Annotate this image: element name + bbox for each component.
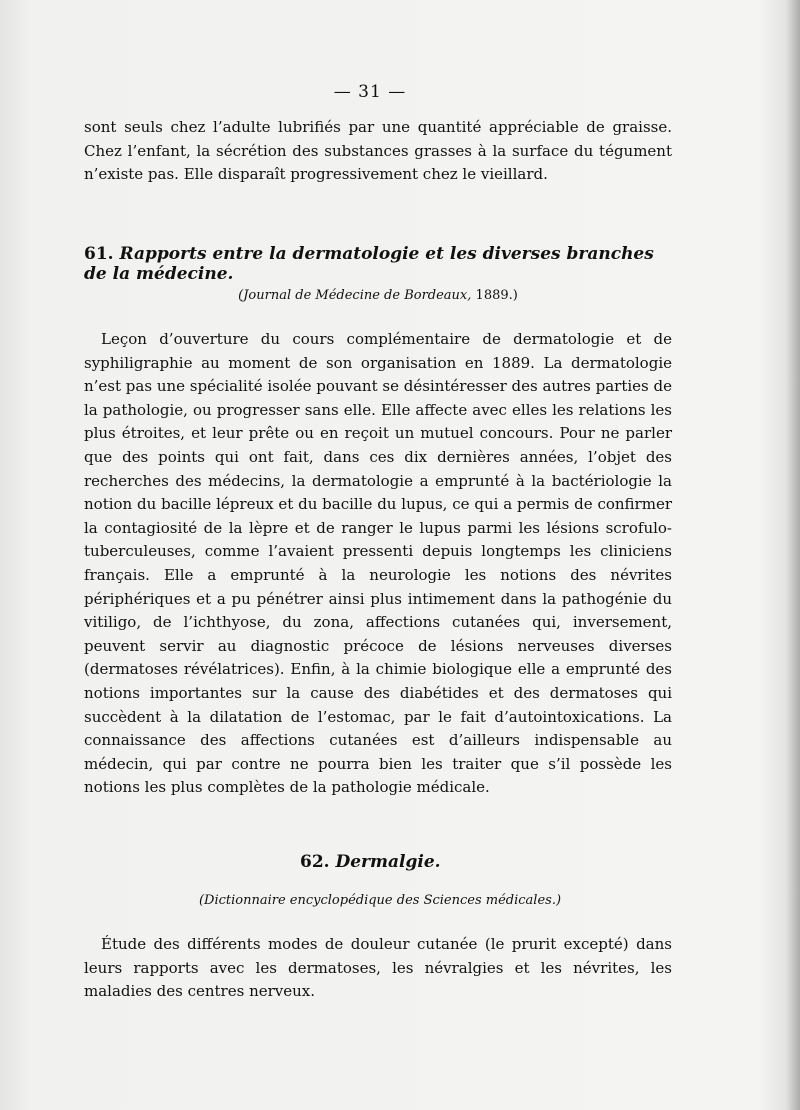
section-61-body: Leçon d’ouverture du cours complémentaire de dermatologie et de syphiligraphie au moment de son organisation en 1889. La dermatologie n’est pas une spécialité isolée pouvant se désintéresser des autres parties de la pathologie, ou progresser sans elle. Elle affecte avec elles les relations les plus étroites, et leur prête ou en reçoit un mutuel concours. Pour ne parler que des points qui ont fait, dans ces dix dernières années, l’objet des recherches des médecins, la dermatologie a emprunté à la bactériologie la notion du bacille lépreux et du bacille du lupus, ce qui a permis de confirmer la contagiosité de la lèpre et de ranger le lupus parmi les lésions scrofulo-tuberculeuses, comme l’avaient pressenti depuis longtemps les cliniciens français. Elle a emprunté à la neurologie les notions des névrites périphériques et a pu pénétrer ainsi plus intimement dans la pathogénie du vitiligo, de l’ichthyose, du zona, affections cutanées qui, inversement, peuvent servir au diagnostic précoce de lésions nerveuses diverses (dermatoses révélatrices). Enfin, à la chimie biologique elle a emprunté des notions importantes sur la cause des diabétides et des dermatoses qui succèdent à la dilatation de l’estomac, par le fait d’autointoxications. La connaissance des affections cutanées est d’ailleurs indispensable au médecin, qui par contre ne pourra bien les traiter que s’il possède les notions les plus complètes de la pathologie médicale.	[84, 330, 672, 797]
section-62-body: Étude des différents modes de douleur cutanée (le prurit excepté) dans leurs rapports avec les dermatoses, les névralgies et les névrites, les maladies des centres nerveux.	[84, 935, 672, 1001]
section-61-heading	[84, 244, 672, 284]
section-62-title: Dermalgie.	[335, 852, 441, 872]
section-61-number: 61.	[84, 244, 114, 264]
section-61-source-year: 1889.)	[475, 288, 518, 303]
section-62-body-block	[84, 933, 672, 1004]
section-62-source: (Dictionnaire encyclopédique des Sciences médicales.)	[198, 893, 562, 908]
page-number: — 31 —	[333, 82, 407, 102]
section-62-number: 62.	[300, 852, 330, 872]
intro-paragraph: sont seuls chez l’adulte lubrifiés par une quantité appréciable de graisse. Chez l’enfant, la sécrétion des substances grasses à la surface du tégument n’existe pas. Elle disparaît progressivement chez le vieillard.	[84, 118, 672, 184]
section-61-body-block	[84, 328, 672, 800]
section-62-heading	[300, 852, 500, 872]
section-61-source	[228, 288, 528, 303]
intro-paragraph-block	[84, 116, 672, 187]
section-61-title: Rapports entre la dermatologie et les diverses branches de la médecine.	[84, 244, 654, 284]
section-61-source-journal: (Journal de Médecine de Bordeaux,	[238, 288, 472, 303]
page-edge-shadow	[786, 0, 800, 1110]
